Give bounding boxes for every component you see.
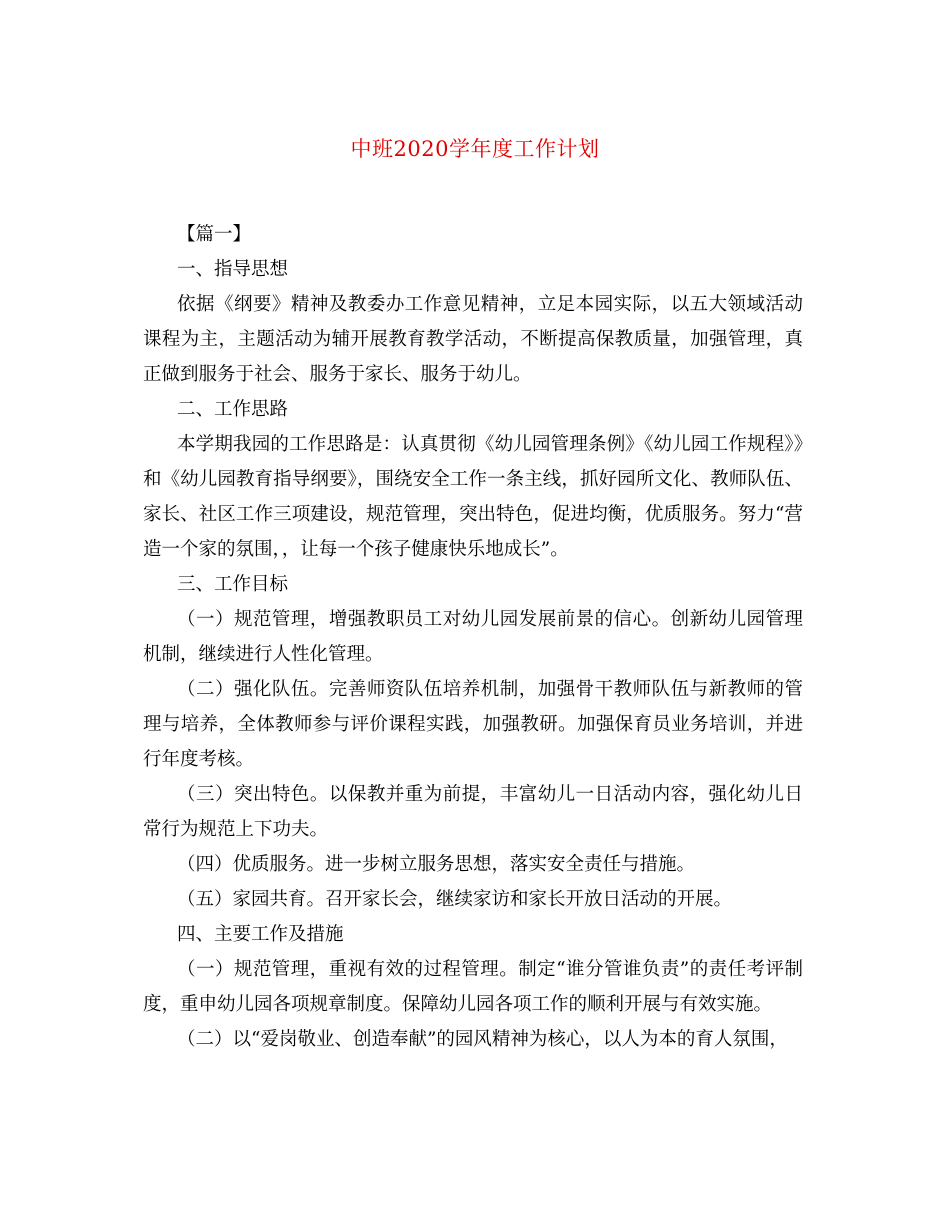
measure-item: （一）规范管理，重视有效的过程管理。制定“谁分管谁负责”的责任考评制度，重申幼儿园各项规章制度。保障幼儿园各项工作的顺利开展与有效实施。: [143, 959, 803, 1015]
measure-item: （二）以“爱岗敬业、创造奉献”的园风精神为核心，以人为本的育人氛围，: [177, 1029, 788, 1050]
heading-work-goals: 三、工作目标: [177, 574, 289, 595]
goal-item: （二）强化队伍。完善师资队伍培养机制，加强骨干教师队伍与新教师的管理与培养，全体教师参与评价课程实践，加强教研。加强保育员业务培训，并进行年度考核。: [143, 679, 803, 770]
goal-item: （五）家园共育。召开家长会，继续家访和家长开放日活动的开展。: [177, 889, 733, 910]
heading-work-approach: 二、工作思路: [177, 399, 289, 420]
goal-item: （四）优质服务。进一步树立服务思想，落实安全责任与措施。: [177, 854, 696, 875]
document-body: [143, 217, 803, 1057]
heading-guiding-thought: 一、指导思想: [177, 259, 289, 280]
heading-main-measures: 四、主要工作及措施: [177, 924, 344, 945]
paragraph-work-approach: 本学期我园的工作思路是：认真贯彻《幼儿园管理条例》《幼儿园工作规程》》和《幼儿园教育指导纲要》，围绕安全工作一条主线，抓好园所文化、教师队伍、家长、社区工作三项建设，规范管理，突出特色，促进均衡，优质服务。努力“营造一个家的氛围，，让每一个孩子健康快乐地成长”。: [143, 434, 803, 560]
goal-item: （三）突出特色。以保教并重为前提，丰富幼儿一日活动内容，强化幼儿日常行为规范上下功夫。: [143, 784, 803, 840]
document-title: 中班2020学年度工作计划: [350, 137, 600, 161]
section-label: 【篇一】: [177, 224, 252, 245]
goal-item: （一）规范管理，增强教职员工对幼儿园发展前景的信心。创新幼儿园管理机制，继续进行人性化管理。: [143, 609, 803, 665]
paragraph-guiding-thought: 依据《纲要》精神及教委办工作意见精神，立足本园实际，以五大领域活动课程为主，主题活动为辅开展教育教学活动，不断提高保教质量，加强管理，真正做到服务于社会、服务于家长、服务于幼儿。: [143, 294, 803, 385]
